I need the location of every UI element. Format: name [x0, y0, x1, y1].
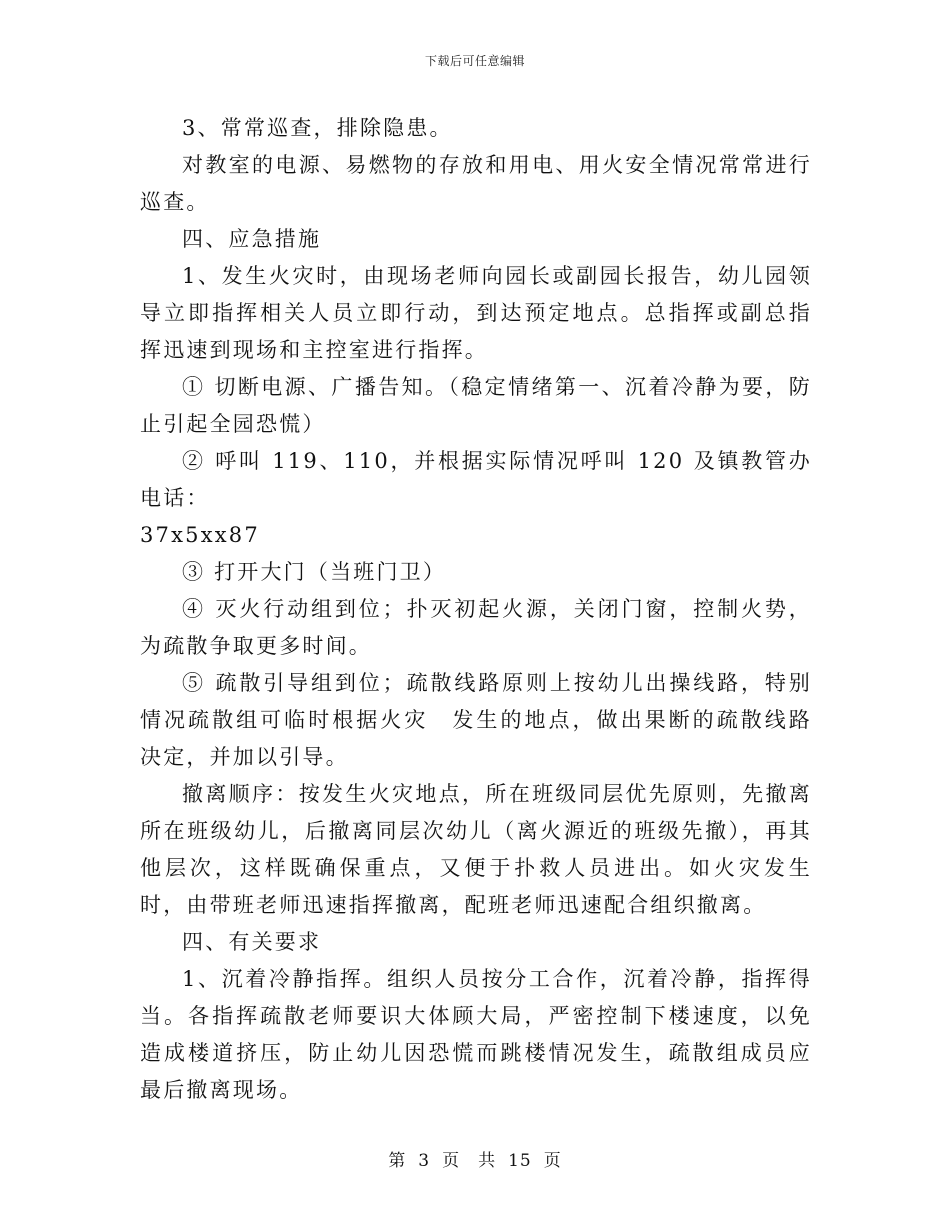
paragraph: 1、发生火灾时，由现场老师向园长或副园长报告，幼儿园领导立即指挥相关人员立即行动，到达预定地点。总指挥或副总指挥迅速到现场和主控室进行指挥。	[140, 264, 812, 362]
paragraph: ④ 灭火行动组到位；扑灭初起火源，关闭门窗，控制火势，为疏散争取更多时间。	[140, 597, 812, 658]
paragraph: 对教室的电源、易燃物的存放和用电、用火安全情况常常进行巡查。	[140, 153, 812, 214]
paragraph: ③ 打开大门（当班门卫）	[182, 560, 447, 584]
section-heading: 四、有关要求	[182, 930, 322, 954]
footer-suffix: 页	[543, 1151, 562, 1171]
total-pages-number: 15	[508, 1151, 532, 1171]
paragraph: 1、沉着冷静指挥。组织人员按分工合作，沉着冷静，指挥得当。各指挥疏散老师要识大体顾大局，严密控制下楼速度，以免造成楼道挤压，防止幼儿因恐慌而跳楼情况发生，疏散组成员应最后撤离现场。	[140, 967, 812, 1102]
paragraph: ① 切断电源、广播告知。（稳定情绪第一、沉着冷静为要，防止引起全园恐慌）	[140, 375, 812, 436]
paragraph: ⑤ 疏散引导组到位；疏散线路原则上按幼儿出操线路，特别情况疏散组可临时根据火灾 发生的地点，做出果断的疏散线路决定，并加以引导。	[140, 671, 812, 769]
footer-middle: 页 共	[442, 1151, 497, 1171]
phone-number: 37x5xx87	[140, 523, 260, 547]
page-footer	[0, 1146, 950, 1171]
section-heading: 四、应急措施	[182, 227, 322, 251]
paragraph: 3、常常巡查，排除隐患。	[182, 116, 453, 140]
paragraph: 撤离顺序：按发生火灾地点，所在班级同层优先原则，先撤离所在班级幼儿，后撤离同层次幼儿（离火源近的班级先撤），再其他层次，这样既确保重点，又便于扑救人员进出。如火灾发生时，由带班老师迅速指挥撤离，配班老师迅速配合组织撤离。	[140, 782, 812, 917]
page-header-note: 下载后可任意编辑	[424, 54, 525, 68]
footer-prefix: 第	[388, 1151, 407, 1171]
document-body	[140, 110, 812, 1109]
current-page-number: 3	[418, 1151, 431, 1171]
paragraph: ② 呼叫 119、110，并根据实际情况呼叫 120 及镇教管办电话：	[140, 449, 812, 510]
